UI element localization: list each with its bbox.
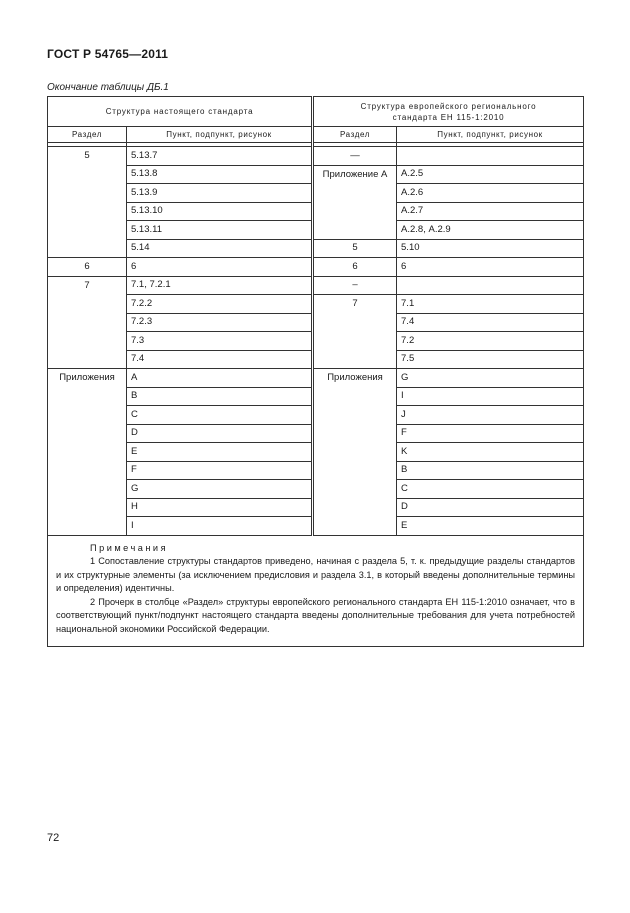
cell-item: 7.3 (127, 332, 313, 351)
cell-item: 7.4 (127, 350, 313, 369)
cell-item-right: B (397, 461, 584, 480)
cell-item: 7.2.3 (127, 313, 313, 332)
cell-section-right: 5 (313, 239, 397, 258)
cell-section-right: 7 (313, 295, 397, 369)
cell-item: D (127, 424, 313, 443)
cell-item: А (127, 369, 313, 388)
cell-item-right: G (397, 369, 584, 388)
col-header-item: Пункт, подпункт, рисунок (127, 127, 313, 143)
col-header-section: Раздел (48, 127, 127, 143)
cell-item-right (397, 276, 584, 295)
cell-item-right: K (397, 443, 584, 462)
cell-item-right: 7.1 (397, 295, 584, 314)
group-header-european-line1: Структура европейского регионального (360, 101, 537, 111)
group-header-european-line2: стандарта ЕН 115-1:2010 (392, 112, 505, 122)
cell-item: G (127, 480, 313, 499)
cell-item: C (127, 406, 313, 425)
cell-item: 5.14 (127, 239, 313, 258)
cell-item-right: E (397, 517, 584, 536)
cell-section: 5 (48, 147, 127, 258)
cell-item-right: C (397, 480, 584, 499)
cell-item-right: I (397, 387, 584, 406)
cell-item-right: А.2.8, А.2.9 (397, 221, 584, 240)
table-row (48, 369, 584, 388)
cell-item: E (127, 443, 313, 462)
cell-section-right: – (313, 276, 397, 295)
cell-section-right: Приложения (313, 369, 397, 536)
cell-item-right (397, 147, 584, 166)
cell-section: Приложения (48, 369, 127, 536)
cell-item-right: F (397, 424, 584, 443)
cell-item: 5.13.7 (127, 147, 313, 166)
cell-item: 7.2.2 (127, 295, 313, 314)
table-row (48, 147, 584, 166)
cell-item-right: А.2.7 (397, 202, 584, 221)
cell-item-right: 7.4 (397, 313, 584, 332)
cell-item: 5.13.10 (127, 202, 313, 221)
cell-section-right: Приложение А (313, 165, 397, 239)
cell-item: H (127, 498, 313, 517)
cell-item-right: D (397, 498, 584, 517)
cell-item: B (127, 387, 313, 406)
cell-item: 5.13.9 (127, 184, 313, 203)
cell-item: 7.1, 7.2.1 (127, 276, 313, 295)
table-group-header-row (48, 97, 584, 127)
table-row (48, 165, 584, 184)
cell-item-right: 5.10 (397, 239, 584, 258)
group-header-national: Структура настоящего стандарта (48, 97, 313, 127)
table-row (48, 295, 584, 314)
notes-title: Примечания (90, 542, 169, 553)
note-1: 1 Сопоставление структуры стандартов приведено, начиная с раздела 5, т. к. предыдущие разделы стандартов и их структурные элементы (за исключением предисловия и раздела 3.1, в который введены дополнительные термины и определения) идентичны. (56, 556, 576, 593)
document-code: ГОСТ Р 54765—2011 (47, 47, 169, 61)
cell-item: 5.13.11 (127, 221, 313, 240)
cell-item-right: А.2.6 (397, 184, 584, 203)
cell-item: I (127, 517, 313, 536)
table-row (48, 239, 584, 258)
col-header-section-right: Раздел (313, 127, 397, 143)
cell-item-right: 7.5 (397, 350, 584, 369)
notes-cell (48, 535, 584, 647)
cell-item-right: J (397, 406, 584, 425)
cell-item: 5.13.8 (127, 165, 313, 184)
table-row (48, 258, 584, 277)
table-column-header-row (48, 127, 584, 143)
cell-section: 6 (48, 258, 127, 277)
table-caption: Окончание таблицы ДБ.1 (47, 82, 169, 93)
table-row (48, 276, 584, 295)
cell-item: 6 (127, 258, 313, 277)
comparison-table (47, 96, 584, 647)
col-header-item-right: Пункт, подпункт, рисунок (397, 127, 584, 143)
cell-item: F (127, 461, 313, 480)
cell-section-right: — (313, 147, 397, 166)
cell-item-right: 7.2 (397, 332, 584, 351)
cell-item-right: А.2.5 (397, 165, 584, 184)
notes-row (48, 535, 584, 647)
cell-section: 7 (48, 276, 127, 369)
page-number: 72 (47, 832, 60, 844)
cell-item-right: 6 (397, 258, 584, 277)
group-header-european (313, 97, 584, 127)
note-2: 2 Прочерк в столбце «Раздел» структуры европейского регионального стандарта ЕН 115-1:2010 означает, что в соответствующий пункт/подпункт настоящего стандарта введены дополнительные требования для учета потребностей национальной экономики Российской Федерации. (56, 596, 576, 634)
cell-section-right: 6 (313, 258, 397, 277)
